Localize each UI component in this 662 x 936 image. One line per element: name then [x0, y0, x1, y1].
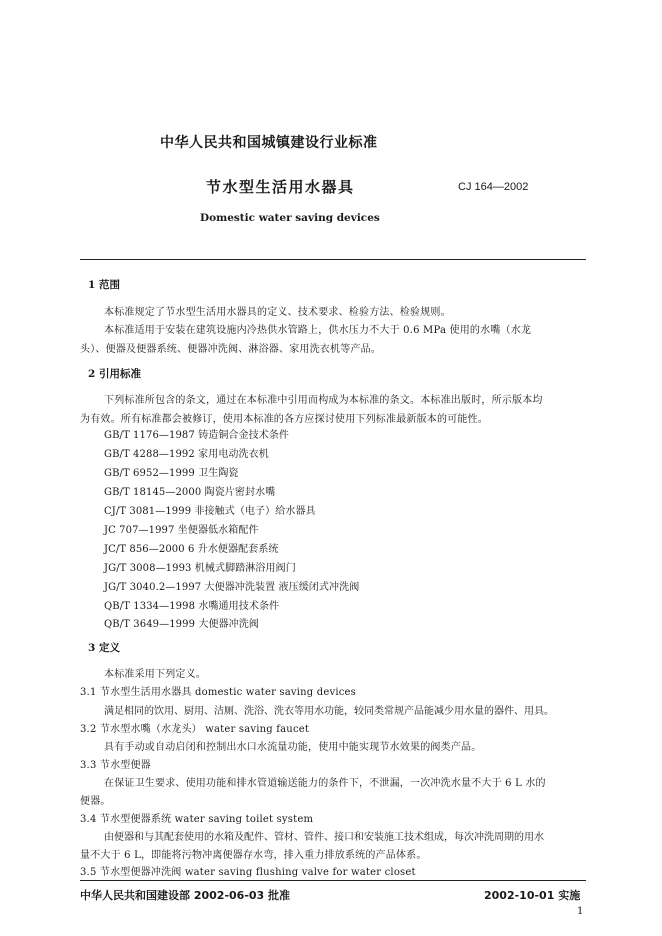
definition-3-3-heading: 3.3 节水型便器 — [80, 760, 151, 771]
page-number: 1 — [577, 906, 584, 917]
section-2-para-1a: 下列标准所包含的条文，通过在本标准中引用而构成为本标准的条文。本标准出版时，所示版本均 — [104, 395, 543, 406]
section-1-para-2b: 头）、便器及便器系统、便器冲洗阀、淋浴器、家用洗衣机等产品。 — [80, 344, 381, 355]
reference-item: QB/T 3649—1999 大便器冲洗阀 — [104, 619, 259, 630]
section-1-heading: 1 范围 — [88, 279, 120, 291]
reference-item: JG/T 3008—1993 机械式脚踏淋浴用阀门 — [104, 563, 296, 574]
reference-item: QB/T 1334—1998 水嘴通用技术条件 — [104, 601, 280, 612]
reference-item: GB/T 1176—1987 铸造铜合金技术条件 — [104, 430, 290, 441]
definition-3-1-body: 满足相同的饮用、厨用、洁厕、洗浴、洗衣等用水功能，较同类常规产品能减少用水量的器件、用具。 — [104, 706, 554, 717]
definition-3-5-heading: 3.5 节水型便器冲洗阀 water saving flushing valve for water closet — [80, 867, 416, 878]
section-1-para-1: 本标准规定了节水型生活用水器具的定义、技术要求、检验方法、检验规则。 — [104, 307, 451, 318]
section-1-para-2a: 本标准适用于安装在建筑设施内冷热供水管路上，供水压力不大于 0.6 MPa 使用的水嘴（水龙 — [104, 325, 532, 336]
document-title-cn: 节水型生活用水器具 — [206, 178, 355, 196]
section-2-para-1b: 为有效。所有标准都会被修订，使用本标准的各方应探讨使用下列标准最新版本的可能性。 — [80, 414, 488, 425]
definition-3-2-heading: 3.2 节水型水嘴（水龙头） water saving faucet — [80, 724, 310, 735]
section-3-heading: 3 定义 — [88, 642, 120, 654]
definition-3-4-body-b: 量不大于 6 L，即能将污物冲离便器存水弯，排入重力排放系统的产品体系。 — [80, 850, 427, 861]
definition-3-3-body-a: 在保证卫生要求、使用功能和排水管道输送能力的条件下，不泄漏，一次冲洗水量不大于 6 L 水的 — [104, 778, 546, 789]
definition-3-4-heading: 3.4 节水型便器系统 water saving toilet system — [80, 814, 314, 825]
footer-rule — [80, 880, 586, 881]
definition-3-1-heading: 3.1 节水型生活用水器具 domestic water saving devices — [80, 687, 357, 698]
issuing-authority: 中华人民共和国城镇建设行业标准 — [160, 135, 378, 151]
document-title-en: Domestic water saving devices — [200, 212, 380, 224]
definition-3-4-body-a: 由便器和与其配套使用的水箱及配件、管材、管件、接口和安装施工技术组成，每次冲洗周期的用水 — [104, 832, 544, 843]
reference-item: GB/T 18145—2000 陶瓷片密封水嘴 — [104, 487, 276, 498]
reference-item: JC 707—1997 坐便器低水箱配件 — [104, 525, 259, 536]
effective-date: 2002-10-01 实施 — [484, 889, 581, 902]
header-rule — [80, 259, 586, 260]
standard-number: CJ 164—2002 — [458, 181, 529, 193]
reference-item: GB/T 4288—1992 家用电动洗衣机 — [104, 449, 269, 460]
definition-3-3-body-b: 便器。 — [80, 796, 111, 807]
reference-item: GB/T 6952—1999 卫生陶瓷 — [104, 468, 239, 479]
reference-item: JC/T 856—2000 6 升水便器配套系统 — [104, 544, 279, 555]
approval-line: 中华人民共和国建设部 2002-06-03 批准 — [80, 889, 291, 902]
section-3-intro: 本标准采用下列定义。 — [104, 669, 206, 680]
reference-item: CJ/T 3081—1999 非接触式（电子）给水器具 — [104, 506, 316, 517]
definition-3-2-body: 具有手动或自动启闭和控制出水口水流量功能，使用中能实现节水效果的阀类产品。 — [104, 742, 482, 753]
section-2-heading: 2 引用标准 — [88, 368, 141, 380]
reference-item: JG/T 3040.2—1997 大便器冲洗装置 液压缓闭式冲洗阀 — [104, 582, 360, 593]
